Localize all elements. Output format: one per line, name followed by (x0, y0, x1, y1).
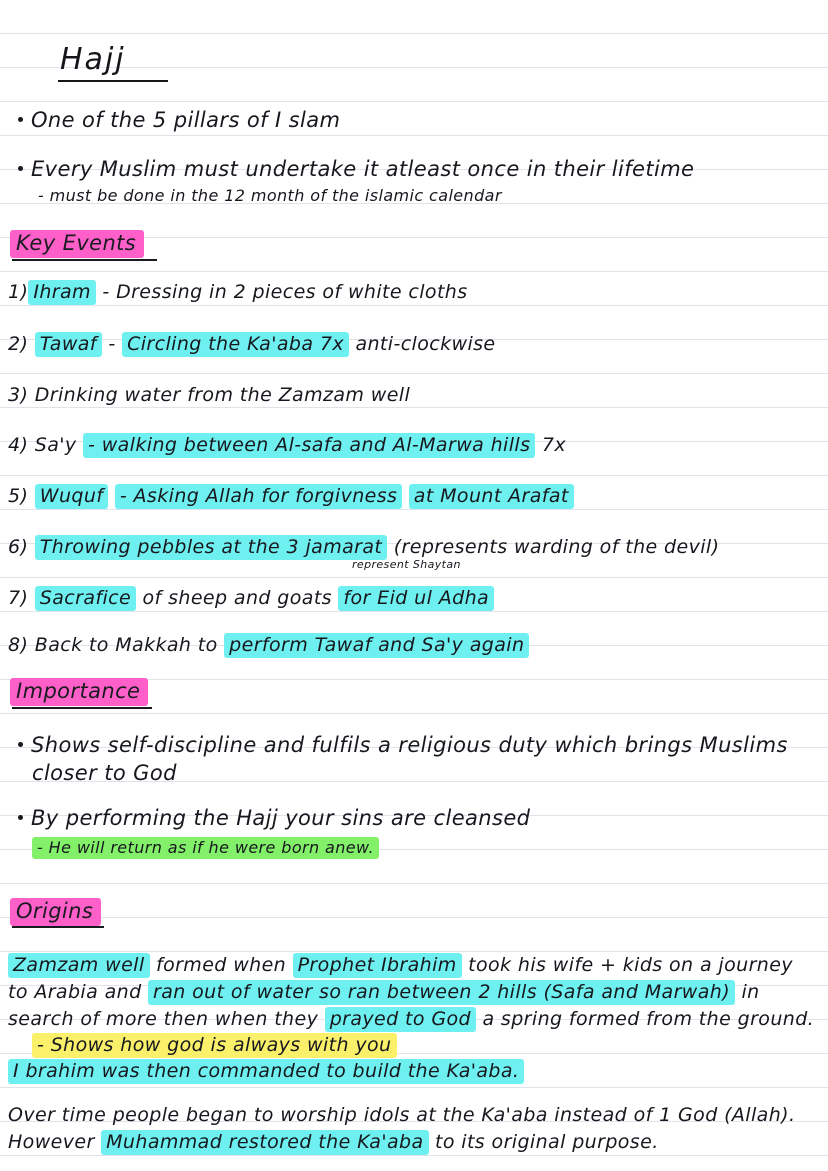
section-heading-origins-underline (12, 926, 104, 928)
key-event-7-desc: of sheep and goats (142, 587, 332, 609)
key-event-5 (8, 485, 574, 507)
origins-line-7-a: However (8, 1131, 95, 1153)
importance-bullet-2-sub-text: - He will return as if he were born anew. (32, 837, 379, 859)
key-event-5-term: Wuquf (35, 484, 109, 509)
key-event-1 (8, 281, 468, 303)
key-event-1-term: Ihram (28, 280, 96, 305)
key-event-1-number: 1) (8, 281, 29, 303)
importance-bullet-1-line-1: Shows self-discipline and fulfils a religious duty which brings Muslims (31, 733, 788, 757)
bullet-dot-icon (18, 117, 23, 122)
origins-line-7-b: Muhammad restored the Ka'aba (101, 1130, 428, 1155)
intro-bullet-2 (18, 157, 694, 181)
key-event-3 (8, 384, 410, 406)
key-event-2-number: 2) (8, 333, 29, 355)
key-event-4-term: Sa'y (34, 434, 77, 456)
key-event-6-desc: Throwing pebbles at the 3 jamarat (35, 535, 387, 560)
title-underline (58, 80, 168, 82)
intro-bullet-2-text: Every Muslim must undertake it atleast once in their lifetime (31, 157, 695, 181)
origins-line-1-d: took his wife + kids on a journey (468, 954, 793, 976)
origins-line-3-c: a spring formed from the ground. (482, 1008, 815, 1030)
key-event-8-extra: perform Tawaf and Sa'y again (224, 633, 529, 658)
key-event-2 (8, 333, 496, 355)
origins-line-3 (8, 1008, 814, 1030)
origins-line-4 (32, 1034, 397, 1056)
section-heading-key-events-text: Key Events (10, 230, 144, 258)
intro-bullet-1 (18, 108, 340, 132)
section-heading-importance-text: Importance (10, 678, 148, 706)
section-heading-key-events (10, 230, 144, 258)
key-event-8 (8, 634, 529, 656)
key-event-8-number: 8) (8, 634, 29, 656)
key-event-5-extra: at Mount Arafat (409, 484, 574, 509)
origins-line-2 (8, 981, 760, 1003)
key-event-5-desc: - Asking Allah for forgivness (115, 484, 403, 509)
key-event-3-number: 3) (8, 384, 29, 406)
key-event-5-number: 5) (8, 485, 29, 507)
importance-bullet-1 (18, 733, 788, 757)
importance-bullet-2-text: By performing the Hajj your sins are cleansed (31, 806, 531, 830)
bullet-dot-icon (18, 742, 23, 747)
key-event-6-number: 6) (8, 536, 29, 558)
origins-line-1-a: Zamzam well (8, 953, 150, 978)
key-event-4-number: 4) (8, 434, 29, 456)
key-event-7-extra: for Eid ul Adha (338, 586, 494, 611)
bullet-dot-icon (18, 166, 23, 171)
key-event-4 (8, 434, 566, 456)
origins-line-5-text: I brahim was then commanded to build the Ka'aba. (8, 1059, 524, 1084)
intro-bullet-1-text: One of the 5 pillars of I slam (31, 108, 341, 132)
origins-line-6: Over time people began to worship idols at the Ka'aba instead of 1 God (Allah). (8, 1104, 796, 1126)
key-event-2-term: Tawaf (35, 332, 102, 357)
key-event-4-extra: 7x (541, 434, 566, 456)
origins-line-7-c: to its original purpose. (434, 1131, 659, 1153)
key-event-7-term: Sacrafice (35, 586, 136, 611)
importance-bullet-2-sub (32, 838, 379, 857)
origins-line-4-text: - Shows how god is always with you (32, 1033, 397, 1058)
key-events-annotation: represent Shaytan (352, 558, 461, 571)
origins-line-1-b: formed when (155, 954, 287, 976)
key-event-8-desc: Back to Makkah to (34, 634, 218, 656)
key-event-6-extra: (represents warding of the devil) (393, 536, 720, 558)
origins-line-1-c: Prophet Ibrahim (293, 953, 462, 978)
origins-line-7 (8, 1131, 659, 1153)
section-heading-importance-underline (12, 707, 152, 709)
page-title: Hajj (60, 42, 126, 77)
origins-line-2-b: ran out of water so ran between 2 hills (Safa and Marwah) (148, 980, 735, 1005)
origins-line-3-a: search of more then when they (8, 1008, 319, 1030)
key-event-7-number: 7) (8, 587, 29, 609)
origins-line-5 (8, 1060, 524, 1082)
key-event-1-desc: - Dressing in 2 pieces of white cloths (102, 281, 468, 303)
importance-bullet-1-line-2: closer to God (32, 761, 177, 785)
origins-line-2-c: in (741, 981, 760, 1003)
section-heading-key-events-underline (12, 259, 157, 261)
key-event-2-extra: anti-clockwise (355, 333, 496, 355)
section-heading-origins (10, 898, 101, 926)
key-event-6 (8, 536, 719, 558)
section-heading-importance (10, 678, 148, 706)
key-event-4-desc: - walking between Al-safa and Al-Marwa hills (83, 433, 535, 458)
bullet-dot-icon (18, 815, 23, 820)
key-event-7 (8, 587, 494, 609)
section-heading-origins-text: Origins (10, 898, 101, 926)
origins-line-1 (8, 954, 793, 976)
importance-bullet-2 (18, 806, 530, 830)
key-event-2-dash: - (108, 333, 116, 355)
origins-line-2-a: to Arabia and (8, 981, 142, 1003)
key-event-2-desc: Circling the Ka'aba 7x (122, 332, 349, 357)
origins-line-3-b: prayed to God (325, 1007, 476, 1032)
key-event-3-desc: Drinking water from the Zamzam well (34, 384, 411, 406)
intro-subnote: - must be done in the 12 month of the islamic calendar (38, 186, 502, 205)
